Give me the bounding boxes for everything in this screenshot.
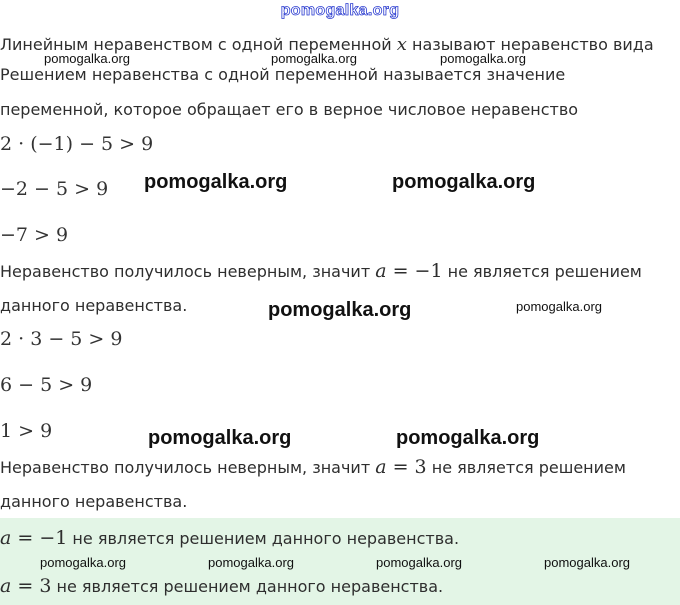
check1-conclusion-line2: данного неравенства. bbox=[0, 296, 188, 315]
answer-line-2 bbox=[0, 575, 443, 597]
definition-line-3: переменной, которое обращает его в верное числовое неравенство bbox=[0, 100, 579, 119]
variable-x: x bbox=[396, 34, 407, 55]
check1-step2: −2 − 5 > 9 bbox=[0, 178, 109, 200]
variable-a: a bbox=[0, 527, 12, 549]
watermark: pomogalka.org bbox=[208, 555, 294, 570]
answer-text: не является решением данного неравенства. bbox=[51, 577, 444, 596]
check2-conclusion-line2: данного неравенства. bbox=[0, 492, 188, 511]
watermark: pomogalka.org bbox=[516, 299, 602, 314]
definition-text-end: называют неравенство вида bbox=[406, 35, 654, 54]
variable-a: a bbox=[0, 575, 12, 597]
watermark: pomogalka.org bbox=[392, 171, 536, 193]
conclusion-text: Неравенство получилось неверным, значит bbox=[0, 458, 376, 477]
definition-line-2: Решением неравенства с одной переменной называется значение bbox=[0, 65, 566, 84]
watermark: pomogalka.org bbox=[440, 51, 526, 66]
value: = −1 bbox=[386, 260, 443, 282]
conclusion-text: Неравенство получилось неверным, значит bbox=[0, 262, 376, 281]
watermark: pomogalka.org bbox=[396, 427, 540, 449]
watermark: pomogalka.org bbox=[271, 51, 357, 66]
variable-a: a bbox=[375, 260, 387, 282]
conclusion-text-end: не является решением bbox=[426, 458, 626, 477]
check1-conclusion bbox=[0, 260, 642, 282]
value: = 3 bbox=[386, 456, 427, 478]
answer-text: не является решением данного неравенства. bbox=[67, 529, 460, 548]
check2-step2: 6 − 5 > 9 bbox=[0, 374, 93, 396]
watermark: pomogalka.org bbox=[376, 555, 462, 570]
watermark: pomogalka.org bbox=[44, 51, 130, 66]
watermark: pomogalka.org bbox=[544, 555, 630, 570]
check2-conclusion bbox=[0, 456, 626, 478]
value: = 3 bbox=[11, 575, 52, 597]
variable-a: a bbox=[375, 456, 387, 478]
value: = −1 bbox=[11, 527, 68, 549]
answer-line-1 bbox=[0, 527, 459, 549]
watermark: pomogalka.org bbox=[40, 555, 126, 570]
conclusion-text-end: не является решением bbox=[442, 262, 642, 281]
check2-step1: 2 · 3 − 5 > 9 bbox=[0, 328, 123, 350]
watermark: pomogalka.org bbox=[144, 171, 288, 193]
site-link[interactable]: pomogalka.org bbox=[280, 2, 400, 19]
check1-step3: −7 > 9 bbox=[0, 224, 69, 246]
definition-text: Линейным неравенством с одной переменной bbox=[0, 35, 397, 54]
check2-step3: 1 > 9 bbox=[0, 420, 53, 442]
watermark: pomogalka.org bbox=[268, 299, 412, 321]
check1-step1: 2 · (−1) − 5 > 9 bbox=[0, 133, 154, 155]
watermark: pomogalka.org bbox=[148, 427, 292, 449]
